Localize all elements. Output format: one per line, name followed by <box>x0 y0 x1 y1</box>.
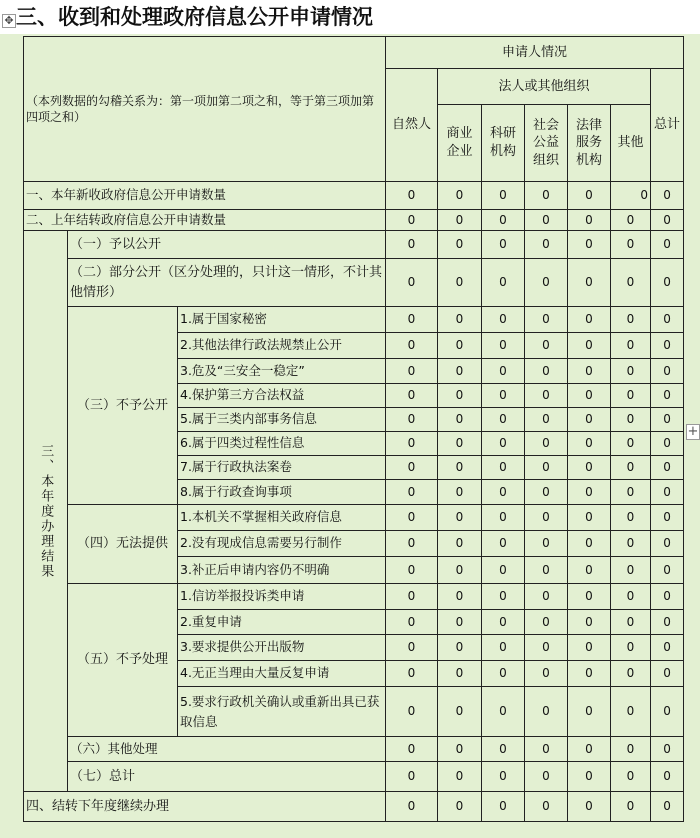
cell-value: 0 <box>568 210 611 231</box>
cell-value: 0 <box>568 762 611 792</box>
cell-value: 0 <box>386 432 438 456</box>
label-results: 三、本年度办理结果 <box>24 231 68 792</box>
row-carry-next <box>24 792 684 822</box>
cell-value: 0 <box>611 408 651 432</box>
cell-value: 0 <box>525 610 568 635</box>
cell-value: 0 <box>438 531 482 557</box>
cell-value: 0 <box>482 307 525 333</box>
cell-value: 0 <box>611 557 651 584</box>
cell-value: 0 <box>482 384 525 408</box>
cell-value: 0 <box>611 359 651 384</box>
cell-value: 0 <box>386 661 438 687</box>
label-new-received: 一、本年新收政府信息公开申请数量 <box>24 182 386 210</box>
cell-value: 0 <box>568 480 611 505</box>
cell-value: 0 <box>386 635 438 661</box>
cell-value: 0 <box>651 231 684 259</box>
label-other-handle: （六）其他处理 <box>68 737 386 762</box>
cell-value: 0 <box>482 557 525 584</box>
row-total <box>24 762 684 792</box>
cell-value: 0 <box>386 182 438 210</box>
label-refuse-item: 7.属于行政执法案卷 <box>178 456 386 480</box>
header-natural-person: 自然人 <box>386 69 438 182</box>
cell-value: 0 <box>611 182 651 210</box>
header-total: 总计 <box>651 69 684 182</box>
cell-value: 0 <box>568 505 611 531</box>
cell-value: 0 <box>482 231 525 259</box>
cell-value: 0 <box>568 531 611 557</box>
cell-value: 0 <box>482 792 525 822</box>
cell-value: 0 <box>611 531 651 557</box>
cell-value: 0 <box>482 456 525 480</box>
cell-value: 0 <box>651 384 684 408</box>
row-new-received <box>24 182 684 210</box>
label-carried-over: 二、上年结转政府信息公开申请数量 <box>24 210 386 231</box>
cell-value: 0 <box>568 456 611 480</box>
cell-value: 0 <box>438 384 482 408</box>
cell-value: 0 <box>568 687 611 737</box>
label-refuse: （三）不予公开 <box>68 307 178 505</box>
cell-value: 0 <box>438 182 482 210</box>
cell-value: 0 <box>525 384 568 408</box>
header-row-1 <box>24 37 684 69</box>
cell-value: 0 <box>525 557 568 584</box>
cell-value: 0 <box>525 762 568 792</box>
cell-value: 0 <box>525 635 568 661</box>
cell-value: 0 <box>482 635 525 661</box>
cell-value: 0 <box>651 661 684 687</box>
cell-value: 0 <box>611 762 651 792</box>
cell-value: 0 <box>482 661 525 687</box>
cell-value: 0 <box>525 480 568 505</box>
cell-value: 0 <box>386 610 438 635</box>
cell-value: 0 <box>611 384 651 408</box>
cell-value: 0 <box>651 333 684 359</box>
cell-value: 0 <box>438 307 482 333</box>
label-not-handle-item: 3.要求提供公开出版物 <box>178 635 386 661</box>
cell-value: 0 <box>386 359 438 384</box>
cell-value: 0 <box>568 259 611 307</box>
cell-value: 0 <box>386 307 438 333</box>
cell-value: 0 <box>438 687 482 737</box>
row-carried-over <box>24 210 684 231</box>
cell-value: 0 <box>568 307 611 333</box>
cell-value: 0 <box>386 456 438 480</box>
cell-value: 0 <box>568 661 611 687</box>
cell-value: 0 <box>525 584 568 610</box>
cell-value: 0 <box>651 610 684 635</box>
cell-value: 0 <box>482 531 525 557</box>
cell-value: 0 <box>651 687 684 737</box>
label-grant: （一）予以公开 <box>68 231 386 259</box>
cell-value: 0 <box>525 210 568 231</box>
row-other-handle <box>24 737 684 762</box>
header-note: （本列数据的勾稽关系为：第一项加第二项之和，等于第三项加第四项之和） <box>24 37 386 182</box>
label-refuse-item: 8.属于行政查询事项 <box>178 480 386 505</box>
cell-value: 0 <box>386 762 438 792</box>
cell-value: 0 <box>525 182 568 210</box>
header-other: 其他 <box>611 105 651 182</box>
cell-value: 0 <box>386 531 438 557</box>
row-unable-1 <box>24 505 684 531</box>
cell-value: 0 <box>651 762 684 792</box>
cell-value: 0 <box>482 762 525 792</box>
label-not-handle-item: 1.信访举报投诉类申请 <box>178 584 386 610</box>
cell-value: 0 <box>438 661 482 687</box>
cell-value: 0 <box>482 737 525 762</box>
cell-value: 0 <box>651 210 684 231</box>
cell-value: 0 <box>525 408 568 432</box>
cell-value: 0 <box>611 210 651 231</box>
cell-value: 0 <box>386 210 438 231</box>
cell-value: 0 <box>611 610 651 635</box>
cell-value: 0 <box>611 661 651 687</box>
cell-value: 0 <box>525 432 568 456</box>
cell-value: 0 <box>438 480 482 505</box>
cell-value: 0 <box>438 359 482 384</box>
cell-value: 0 <box>386 687 438 737</box>
cell-value: 0 <box>482 333 525 359</box>
cell-value: 0 <box>611 456 651 480</box>
cell-value: 0 <box>525 359 568 384</box>
cell-value: 0 <box>611 333 651 359</box>
label-unable: （四）无法提供 <box>68 505 178 584</box>
cell-value: 0 <box>611 584 651 610</box>
header-research: 科研 机构 <box>482 105 525 182</box>
cell-value: 0 <box>438 737 482 762</box>
cell-value: 0 <box>651 792 684 822</box>
cell-value: 0 <box>438 635 482 661</box>
cell-value: 0 <box>386 259 438 307</box>
label-refuse-item: 4.保护第三方合法权益 <box>178 384 386 408</box>
cell-value: 0 <box>568 182 611 210</box>
header-commercial: 商业 企业 <box>438 105 482 182</box>
cell-value: 0 <box>651 408 684 432</box>
cell-value: 0 <box>438 333 482 359</box>
row-not-handle-1 <box>24 584 684 610</box>
section-title: 三、收到和处理政府信息公开申请情况 <box>16 5 373 29</box>
cell-value: 0 <box>651 505 684 531</box>
cell-value: 0 <box>651 456 684 480</box>
label-not-handle: （五）不予处理 <box>68 584 178 737</box>
cell-value: 0 <box>611 687 651 737</box>
cell-value: 0 <box>651 259 684 307</box>
cell-value: 0 <box>482 182 525 210</box>
cell-value: 0 <box>525 505 568 531</box>
cell-value: 0 <box>651 635 684 661</box>
cell-value: 0 <box>651 182 684 210</box>
cell-value: 0 <box>482 408 525 432</box>
cell-value: 0 <box>386 737 438 762</box>
cell-value: 0 <box>386 408 438 432</box>
application-stats-table <box>23 36 684 822</box>
label-refuse-item: 6.属于四类过程性信息 <box>178 432 386 456</box>
label-unable-item: 1.本机关不掌握相关政府信息 <box>178 505 386 531</box>
label-not-handle-item: 5.要求行政机关确认或重新出具已获取信息 <box>178 687 386 737</box>
cell-value: 0 <box>568 408 611 432</box>
cell-value: 0 <box>438 210 482 231</box>
cell-value: 0 <box>651 737 684 762</box>
cell-value: 0 <box>568 737 611 762</box>
cell-value: 0 <box>525 687 568 737</box>
cell-value: 0 <box>438 259 482 307</box>
cell-value: 0 <box>525 307 568 333</box>
label-not-handle-item: 2.重复申请 <box>178 610 386 635</box>
cell-value: 0 <box>525 531 568 557</box>
cell-value: 0 <box>651 359 684 384</box>
header-social-welfare: 社会 公益 组织 <box>525 105 568 182</box>
row-refuse-1 <box>24 307 684 333</box>
cell-value: 0 <box>651 432 684 456</box>
cell-value: 0 <box>386 557 438 584</box>
cell-value: 0 <box>568 610 611 635</box>
label-carry-next: 四、结转下年度继续办理 <box>24 792 386 822</box>
cell-value: 0 <box>525 456 568 480</box>
cell-value: 0 <box>651 480 684 505</box>
label-unable-item: 3.补正后申请内容仍不明确 <box>178 557 386 584</box>
cell-value: 0 <box>386 584 438 610</box>
cell-value: 0 <box>438 408 482 432</box>
cell-value: 0 <box>611 505 651 531</box>
header-legal-other: 法人或其他组织 <box>438 69 651 105</box>
cell-value: 0 <box>525 231 568 259</box>
cell-value: 0 <box>482 259 525 307</box>
label-partial: （二）部分公开（区分处理的，只计这一情形，不计其他情形） <box>68 259 386 307</box>
cell-value: 0 <box>525 792 568 822</box>
cell-value: 0 <box>525 737 568 762</box>
cell-value: 0 <box>568 359 611 384</box>
cell-value: 0 <box>611 480 651 505</box>
cell-value: 0 <box>651 557 684 584</box>
label-refuse-item: 5.属于三类内部事务信息 <box>178 408 386 432</box>
cell-value: 0 <box>438 456 482 480</box>
label-total: （七）总计 <box>68 762 386 792</box>
cell-value: 0 <box>611 307 651 333</box>
cell-value: 0 <box>651 584 684 610</box>
cell-value: 0 <box>568 231 611 259</box>
cell-value: 0 <box>438 505 482 531</box>
cell-value: 0 <box>482 432 525 456</box>
cell-value: 0 <box>438 610 482 635</box>
cell-value: 0 <box>482 210 525 231</box>
cell-value: 0 <box>438 432 482 456</box>
cell-value: 0 <box>568 557 611 584</box>
cell-value: 0 <box>611 635 651 661</box>
cell-value: 0 <box>611 792 651 822</box>
cell-value: 0 <box>568 584 611 610</box>
cell-value: 0 <box>482 687 525 737</box>
header-applicant-situation: 申请人情况 <box>386 37 684 69</box>
cell-value: 0 <box>525 661 568 687</box>
row-grant <box>24 231 684 259</box>
cell-value: 0 <box>611 737 651 762</box>
table-move-handle-icon[interactable]: ✥ <box>2 14 16 28</box>
cell-value: 0 <box>482 359 525 384</box>
add-column-icon[interactable]: + <box>687 424 699 439</box>
cell-value: 0 <box>438 584 482 610</box>
row-partial <box>24 259 684 307</box>
cell-value: 0 <box>651 531 684 557</box>
section-heading <box>0 0 700 34</box>
cell-value: 0 <box>438 231 482 259</box>
cell-value: 0 <box>386 231 438 259</box>
cell-value: 0 <box>386 505 438 531</box>
cell-value: 0 <box>386 480 438 505</box>
label-not-handle-item: 4.无正当理由大量反复申请 <box>178 661 386 687</box>
cell-value: 0 <box>568 635 611 661</box>
cell-value: 0 <box>386 384 438 408</box>
cell-value: 0 <box>525 333 568 359</box>
cell-value: 0 <box>611 231 651 259</box>
cell-value: 0 <box>568 432 611 456</box>
label-refuse-item: 1.属于国家秘密 <box>178 307 386 333</box>
cell-value: 0 <box>482 584 525 610</box>
cell-value: 0 <box>438 762 482 792</box>
cell-value: 0 <box>386 333 438 359</box>
cell-value: 0 <box>568 384 611 408</box>
cell-value: 0 <box>568 792 611 822</box>
cell-value: 0 <box>482 610 525 635</box>
cell-value: 0 <box>611 259 651 307</box>
header-legal-service: 法律 服务 机构 <box>568 105 611 182</box>
cell-value: 0 <box>651 307 684 333</box>
cell-value: 0 <box>568 333 611 359</box>
cell-value: 0 <box>386 792 438 822</box>
cell-value: 0 <box>438 557 482 584</box>
cell-value: 0 <box>438 792 482 822</box>
cell-value: 0 <box>482 505 525 531</box>
label-unable-item: 2.没有现成信息需要另行制作 <box>178 531 386 557</box>
label-refuse-item: 2.其他法律行政法规禁止公开 <box>178 333 386 359</box>
cell-value: 0 <box>611 432 651 456</box>
cell-value: 0 <box>525 259 568 307</box>
cell-value: 0 <box>482 480 525 505</box>
label-refuse-item: 3.危及“三安全一稳定” <box>178 359 386 384</box>
